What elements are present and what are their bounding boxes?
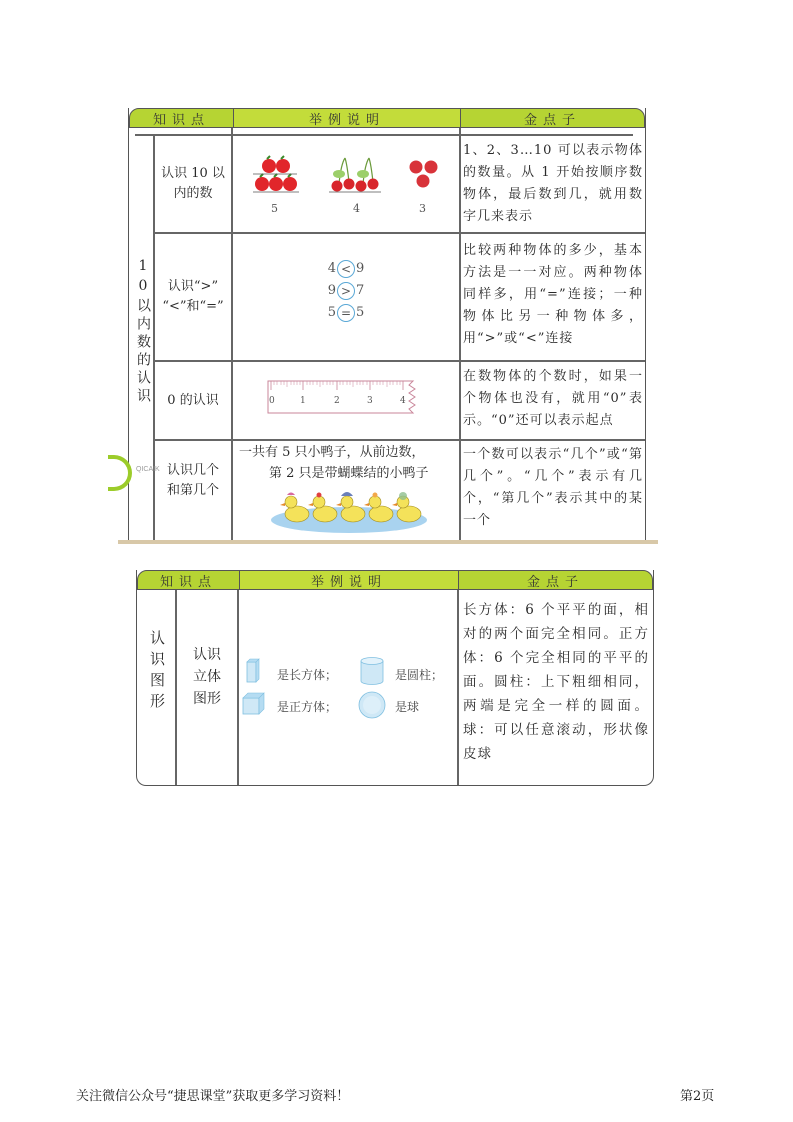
tip-cell: 一个数可以表示“几个”或“第几个”。“几个”表示有几个，“第几个”表示其中的某一个 — [463, 447, 643, 528]
topic-cell — [155, 234, 231, 360]
example-cell-ducks — [239, 442, 459, 484]
comparison-left: 9 — [327, 283, 336, 298]
grid-line — [457, 590, 459, 785]
topic-cell — [155, 441, 231, 539]
comparison-right: 9 — [356, 261, 365, 276]
cherries-icon — [327, 154, 387, 198]
example-cell-counting — [233, 136, 459, 232]
tip-cell: 比较两种物体的多少，基本方法是一一对应。两种物体同样多，用“=”连接；一种物体比另一种物体多，用“>”或“<”连接 — [463, 243, 643, 346]
header-tips: 金点子 — [526, 574, 584, 590]
table-header — [137, 570, 653, 590]
count-label: 4 — [353, 202, 360, 215]
comparison-row — [233, 258, 459, 280]
knowledge-table-2 — [136, 570, 654, 786]
group-label-cell — [139, 630, 175, 714]
group-label: 10以内数的认识 — [135, 258, 151, 406]
comparison-left: 4 — [327, 261, 336, 276]
comparison-right: 7 — [356, 283, 365, 298]
example-cell-shapes — [239, 590, 457, 786]
header-knowledge-point: 知识点 — [130, 109, 234, 127]
topic-line: 认识 — [193, 647, 221, 663]
watermark-text: QICAIK — [136, 466, 160, 473]
ruler-icon — [267, 380, 419, 414]
greater-than-symbol: > — [337, 282, 355, 300]
example-cell-comparisons — [233, 258, 459, 324]
tip-cell: 1、2、3…10 可以表示物体的数量。从 1 开始按顺序数物体，最后数到几，就用数字几来表示 — [463, 143, 643, 224]
topic-line: 立体 — [193, 669, 221, 685]
sphere-icon — [357, 690, 387, 720]
cylinder-label: 是圆柱； — [395, 668, 444, 682]
cube-label: 是正方体； — [277, 700, 338, 714]
topic-line: 内的数 — [173, 186, 213, 201]
ruler-tick-label: 3 — [367, 396, 373, 406]
topic-line: 0 的认识 — [167, 392, 219, 408]
tip-cell: 在数物体的个数时，如果一个物体也没有，就用“0”表示。“0”还可以表示起点 — [463, 369, 643, 428]
tomatoes-icon — [407, 158, 441, 192]
cylinder-icon — [359, 656, 385, 686]
topic-line: 认识 10 以 — [161, 166, 225, 181]
sphere-label: 是球 — [395, 700, 420, 714]
duck-text-line: 一共有 5 只小鸭子，从前边数， — [239, 445, 425, 460]
ducks-illustration — [269, 486, 429, 534]
table-header — [129, 108, 645, 128]
cuboid-icon — [245, 658, 261, 684]
topic-cell — [155, 362, 231, 439]
group-label: 认识图形 — [148, 630, 166, 714]
header-knowledge-point: 知识点 — [138, 571, 240, 589]
count-label: 3 — [419, 202, 426, 215]
topic-line: 和第几个 — [167, 483, 220, 498]
ruler-tick-label: 4 — [400, 396, 406, 406]
table-bottom-bar — [118, 540, 658, 544]
topic-cell — [177, 644, 237, 710]
duck-text-line: 第 2 只是带蝴蝶结的小鸭子 — [269, 466, 429, 481]
topic-line: 认识“>” — [167, 279, 219, 294]
count-label: 5 — [271, 202, 278, 215]
comparison-right: 5 — [356, 305, 365, 320]
page-number: 第2页 — [680, 1089, 715, 1104]
group-label-cell — [133, 258, 153, 428]
knowledge-table-1 — [128, 108, 646, 542]
equals-symbol: = — [337, 304, 355, 322]
topic-line: 图形 — [193, 691, 221, 707]
comparison-row — [233, 280, 459, 302]
header-tips: 金点子 — [523, 112, 581, 128]
footer-note: 关注微信公众号“捷思课堂”获取更多学习资料！ — [76, 1089, 350, 1104]
ruler-tick-label: 1 — [300, 396, 306, 406]
topic-line: 认识几个 — [167, 463, 220, 478]
header-example: 举例说明 — [240, 571, 459, 589]
header-example: 举例说明 — [234, 109, 461, 127]
ruler-tick-label: 0 — [269, 396, 275, 406]
ruler-tick-label: 2 — [334, 396, 340, 406]
tip-cell: 长方体：6 个平平的面，相对的两个面完全相同。正方体：6 个完全相同的平平的面。圆柱：上下粗细相同，两端是完全一样的圆面。球：可以任意滚动，形状像皮球 — [463, 602, 649, 762]
comparison-row — [233, 302, 459, 324]
comparison-left: 5 — [327, 305, 336, 320]
cuboid-label: 是长方体； — [277, 668, 338, 682]
topic-cell — [155, 136, 231, 232]
apples-icon — [253, 154, 309, 198]
less-than-symbol: < — [337, 260, 355, 278]
topic-line: “<”和“=” — [162, 299, 224, 314]
cube-icon — [241, 692, 267, 716]
